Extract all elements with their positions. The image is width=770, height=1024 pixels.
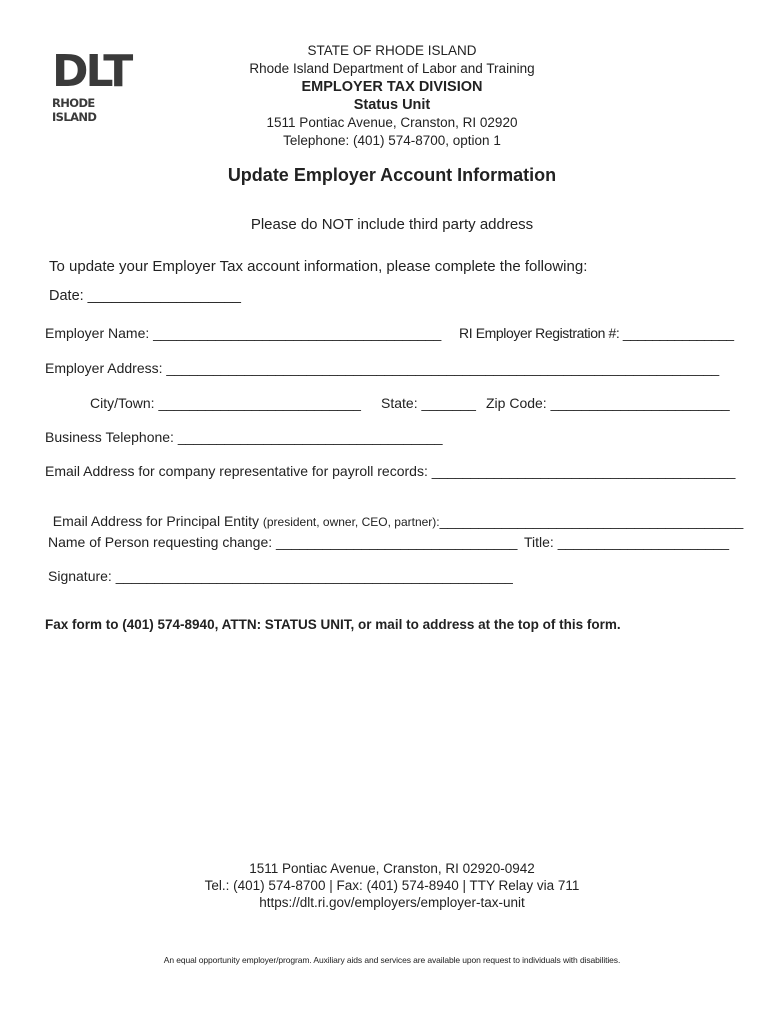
header: [0, 42, 770, 150]
employer-name-field[interactable]: Employer Name: _____________________________________: [45, 325, 442, 341]
requester-name-field[interactable]: Name of Person requesting change: _______________________________: [48, 534, 518, 550]
logo-letters: DLT: [52, 46, 131, 97]
signature-field[interactable]: Signature: ___________________________________________________: [48, 568, 513, 584]
principal-email-line: _______________________________________: [439, 513, 744, 529]
intro-text: To update your Employer Tax account information, please complete the following:: [49, 258, 588, 275]
business-telephone-field[interactable]: Business Telephone: __________________________________: [45, 429, 443, 445]
department-name: Rhode Island Department of Labor and Training: [249, 61, 535, 76]
principal-email-note: (president, owner, CEO, partner):: [262, 515, 440, 529]
header-telephone: Telephone: (401) 574-8700, option 1: [283, 133, 501, 148]
payroll-email-field[interactable]: Email Address for company representative for payroll records: _______________________________________: [45, 463, 736, 479]
division-name: EMPLOYER TAX DIVISION: [301, 79, 483, 95]
state-field[interactable]: State: _______: [381, 395, 476, 411]
unit-name: Status Unit: [353, 97, 431, 113]
footer-contacts: Tel.: (401) 574-8700 | Fax: (401) 574-8940 | TTY Relay via 711: [204, 878, 580, 893]
date-field[interactable]: Date: ___________________: [49, 288, 241, 304]
city-field[interactable]: City/Town: __________________________: [90, 395, 361, 411]
header-address: 1511 Pontiac Avenue, Cranston, RI 02920: [266, 115, 518, 130]
form-title: Update Employer Account Information: [227, 165, 557, 185]
state-name: STATE OF RHODE ISLAND: [307, 43, 477, 58]
footer-address: 1511 Pontiac Avenue, Cranston, RI 02920-0942: [249, 861, 535, 876]
third-party-notice: Please do NOT include third party address: [250, 216, 534, 233]
logo-subtitle: RHODE ISLAND: [52, 96, 97, 124]
principal-email-label: Email Address for Principal Entity: [52, 513, 263, 529]
zip-code-field[interactable]: Zip Code: _______________________: [486, 395, 730, 411]
employer-address-field[interactable]: Employer Address: _______________________________________________________________________: [45, 360, 720, 376]
fax-instruction: Fax form to (401) 574-8940, ATTN: STATUS UNIT, or mail to address at the top of this form.: [45, 617, 621, 632]
footer: [0, 860, 770, 911]
equal-opportunity-disclaimer: An equal opportunity employer/program. Auxiliary aids and services are available upon request to individuals with disabilities.: [163, 955, 621, 965]
registration-number-field[interactable]: RI Employer Registration #: _______________: [459, 325, 734, 341]
footer-url[interactable]: https://dlt.ri.gov/employers/employer-tax-unit: [259, 895, 525, 910]
requester-title-field[interactable]: Title: ______________________: [524, 534, 730, 550]
principal-email-field[interactable]: [45, 497, 743, 529]
